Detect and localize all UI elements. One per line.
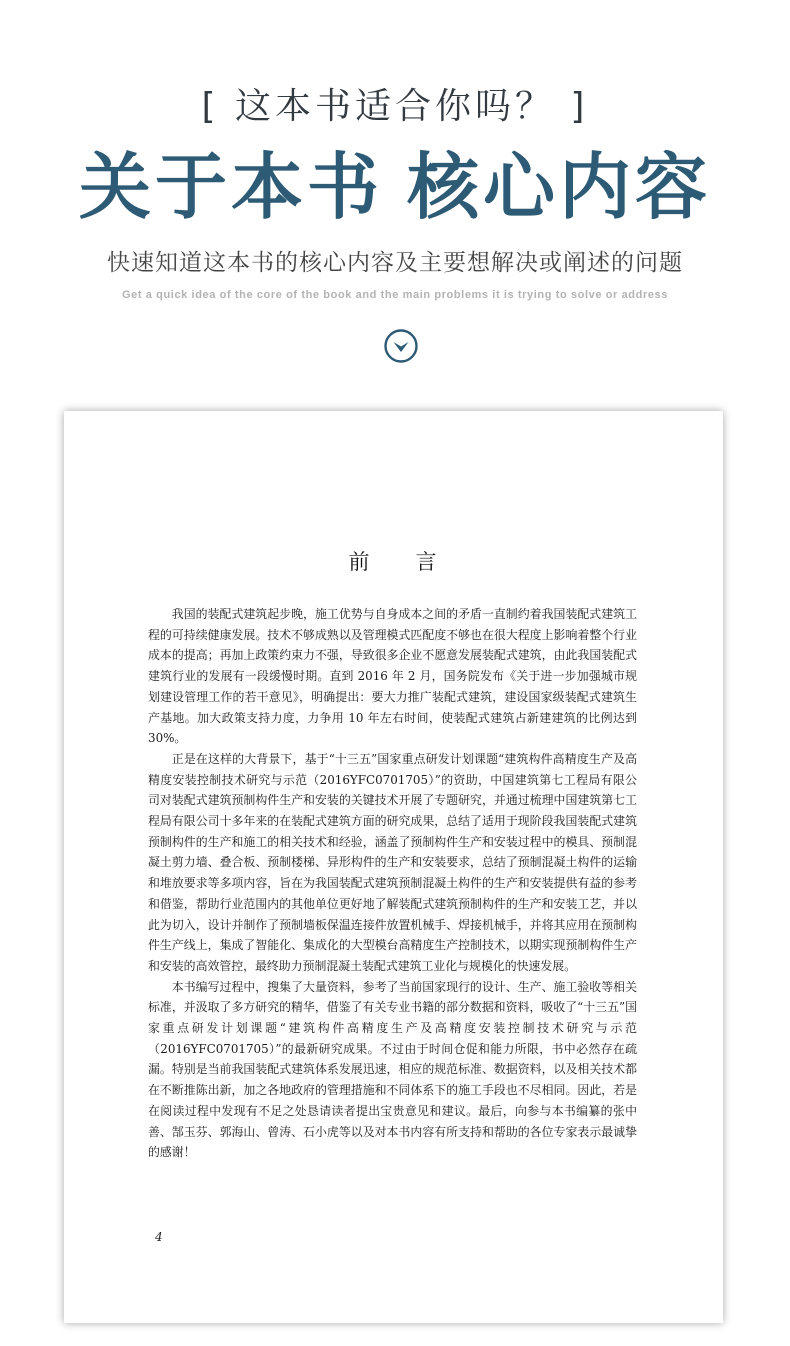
- heading-char-2: 言: [415, 550, 439, 574]
- bracket-title: [ 这本书适合你吗？ ]: [201, 86, 589, 127]
- preface-paragraph-2: 正是在这样的大背景下，基于“十三五”国家重点研发计划课题“建筑构件高精度生产及高精度安装控制技术研究与示范（2016YFC0701705）”的资助，中国建筑第七工程局有限公司对装配式建筑预制构件生产和安装的关键技术开展了专题研究，并通过梳理中国建筑第七工程局有限公司十多年来的在装配式建筑方面的研究成果，总结了适用于现阶段我国装配式建筑预制构件的生产和施工的相关技术和经验，涵盖了预制构件生产和安装过程中的模具、预制混凝土剪力墙、叠合板、预制楼梯、异形构件的生产和安装要求，总结了预制混凝土构件的运输和堆放要求等多项内容，旨在为我国装配式建筑预制混凝土构件的生产和安装提供有益的参考和借鉴，帮助行业范围内的其他单位更好地了解装配式建筑预制构件的生产和安装工艺，并以此为切入，设计并制作了预制墙板保温连接件放置机械手、焊接机械手，并将其应用在预制构件生产线上，集成了智能化、集成化的大型模台高精度生产控制技术，以期实现预制构件生产和安装的高效管控，最终助力预制混凝土装配式建筑工业化与规模化的快速发展。: [148, 751, 637, 973]
- header-section: [0, 0, 790, 390]
- preface-paragraph-1: 我国的装配式建筑起步晚，施工优势与自身成本之间的矛盾一直制约着我国装配式建筑工程的可持续健康发展。技术不够成熟以及管理模式匹配度不够也在很大程度上影响着整个行业成本的提高；再加上政策约束力不强，导致很多企业不愿意发展装配式建筑，由此我国装配式建筑行业的发展有一段缓慢时期。直到 2016 年 2 月，国务院发布《关于进一步加强城市规划建设管理工作的若干意见》，明确提出：要大力推广装配式建筑，建设国家级装配式建筑生产基地。加大政策支持力度，力争用 10 年左右时间，使装配式建筑占新建建筑的比例达到 30%。: [148, 607, 637, 746]
- preface-paragraph-3: 本书编写过程中，搜集了大量资料，参考了当前国家现行的设计、生产、施工验收等相关标准，并汲取了多方研究的精华，借鉴了有关专业书籍的部分数据和资料，吸收了“十三五”国家重点研发计划课题“建筑构件高精度生产及高精度安装控制技术研究与示范（2016YFC0701705）”的最新研究成果。不过由于时间仓促和能力所限，书中必然存在疏漏。特别是当前我国装配式建筑体系发展迅速，相应的规范标准、数据资料，以及相关技术都在不断推陈出新，加之各地政府的管理措施和不同体系下的施工手段也不尽相同。因此，若是在阅读过程中发现有不足之处恳请读者提出宝贵意见和建议。最后，向参与本书编纂的张中善、郜玉芬、郭海山、曾涛、石小虎等以及对本书内容有所支持和帮助的各位专家表示最诚挚的感谢！: [148, 979, 637, 1160]
- page-heading: [64, 546, 723, 576]
- main-title: [0, 142, 790, 232]
- description-en: Get a quick idea of the core of the book and the main problems it is trying to solve or address: [122, 289, 668, 301]
- preface-body: [148, 604, 637, 1163]
- description-cn: 快速知道这本书的核心内容及主要想解决或阐述的问题: [107, 250, 683, 276]
- page-number: 4: [155, 1230, 163, 1244]
- book-page-preview: [64, 411, 723, 1323]
- main-title-part2: 核心内容: [407, 144, 712, 229]
- heading-char-1: 前: [348, 550, 372, 574]
- main-title-part1: 关于本书: [78, 144, 383, 229]
- chevron-down-circle-icon: [383, 328, 419, 364]
